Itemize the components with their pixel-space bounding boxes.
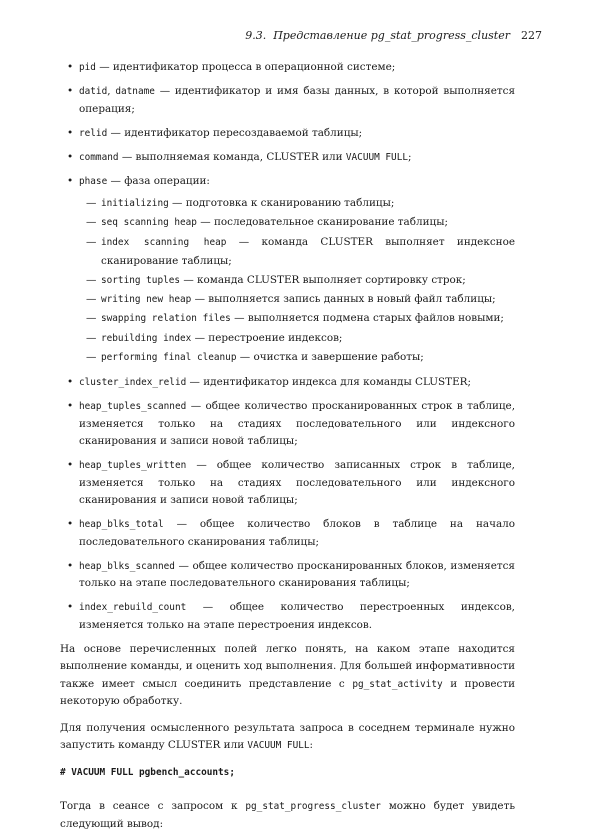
inline-code: VACUUM FULL: [247, 740, 310, 752]
phase-item: [79, 329, 515, 348]
field-code: index_rebuild_count: [79, 602, 187, 614]
field-desc: — фаза операции:: [107, 174, 210, 187]
list-item-heap-blks-total: [60, 516, 515, 551]
phase-desc: — команда CLUSTER выполняет индексное сканирование таблицы;: [101, 235, 515, 268]
page-number: 227: [521, 29, 542, 42]
list-item-command: [60, 149, 515, 167]
field-code: heap_blks_scanned: [79, 560, 175, 572]
field-code: VACUUM FULL: [345, 151, 408, 163]
field-code: datid: [79, 86, 108, 97]
phase-list: [79, 194, 515, 368]
field-sep: ,: [107, 85, 116, 97]
section-number: 9.3.: [245, 29, 267, 42]
list-item-index-rebuild-count: [60, 599, 515, 634]
phase-code: rebuilding index: [101, 332, 192, 344]
phase-desc: — перестроение индексов;: [191, 331, 343, 344]
phase-desc: — выполняется запись данных в новый файл таблицы;: [191, 293, 496, 306]
paragraph-text: Тогда в сеансе с запросом к: [60, 800, 246, 813]
phase-item: [79, 271, 515, 290]
phase-code: performing final cleanup: [101, 352, 237, 364]
field-desc: — выполняемая команда, CLUSTER или: [118, 150, 346, 163]
page-content: [60, 59, 515, 833]
list-item-heap-blks-scanned: [60, 558, 515, 593]
field-desc: — общее количество записанных строк в таблице, изменяется только на стадиях последовательного или индексного сканирования и записи новой таблицы;: [79, 459, 515, 507]
field-desc: — идентификатор пересоздаваемой таблицы;: [107, 126, 363, 139]
phase-desc: — подготовка к сканированию таблицы;: [168, 197, 395, 209]
field-desc: — общее количество просканированных строк в таблице, изменяется только на стадиях последовательного или индексного сканирования и записи новой таблицы;: [79, 400, 515, 448]
phase-desc: — команда CLUSTER выполняет сортировку строк;: [180, 273, 466, 286]
field-desc: — идентификатор индекса для команды CLUSTER;: [186, 376, 472, 389]
field-code: datname: [115, 86, 155, 97]
paragraph-fields-summary: [60, 641, 515, 711]
phase-item: [79, 309, 515, 328]
phase-item: [79, 213, 515, 232]
phase-code: swapping relation files: [101, 313, 231, 325]
phase-code: writing new heap: [101, 294, 192, 306]
phase-item: [79, 194, 515, 213]
field-desc: — идентификатор процесса в операционной системе;: [95, 61, 396, 73]
field-code: heap_blks_total: [79, 519, 164, 531]
list-item-cluster-index-relid: [60, 374, 515, 392]
list-item-pid: [60, 59, 515, 77]
phase-item: [79, 348, 515, 367]
header-title-code: pg_stat_progress_cluster: [370, 29, 510, 42]
phase-code: initializing: [101, 198, 169, 209]
field-code: relid: [79, 127, 108, 139]
field-desc: — идентификатор и имя базы данных, в которой выполняется операция;: [79, 85, 516, 115]
phase-code: index scanning heap: [101, 236, 227, 248]
list-item-relid: [60, 125, 515, 143]
inline-code: pg_stat_activity: [352, 678, 443, 690]
phase-desc: — выполняется подмена старых файлов новыми;: [230, 312, 504, 325]
list-item-heap-tuples-scanned: [60, 398, 515, 451]
phase-item: [79, 233, 515, 271]
phase-desc: — очистка и завершение работы;: [236, 351, 424, 364]
paragraph-text: Для получения осмысленного результата запроса в соседнем терминале нужно запустить команду CLUSTER или: [60, 721, 515, 752]
list-item-phase: [60, 173, 515, 368]
field-code: command: [79, 151, 119, 163]
header-title: [245, 29, 510, 42]
paragraph-text: и провести некоторую обработку.: [60, 677, 516, 708]
inline-code: pg_stat_progress_cluster: [245, 801, 381, 813]
running-header: [0, 29, 600, 45]
field-desc: — общее количество перестроенных индексов, изменяется только на этапе перестроения индексов.: [79, 601, 515, 631]
phase-desc: — последовательное сканирование таблицы;: [196, 216, 448, 229]
paragraph-text: :: [309, 739, 314, 752]
field-list: [60, 59, 515, 634]
paragraph-run-command: [60, 720, 515, 755]
field-desc: — общее количество блоков в таблице на начало последовательного сканирования таблицы;: [79, 518, 515, 548]
field-code: pid: [79, 62, 96, 73]
field-code: heap_tuples_scanned: [79, 401, 187, 413]
field-desc: ;: [407, 150, 412, 163]
paragraph-text: можно будет увидеть следующий вывод:: [60, 800, 515, 830]
phase-code: sorting tuples: [101, 274, 181, 286]
list-item-heap-tuples-written: [60, 457, 515, 510]
header-title-text: Представление: [273, 29, 371, 42]
phase-code: seq scanning heap: [101, 217, 197, 229]
paragraph-text: На основе перечисленных полей легко понять, на каком этапе находится выполнение команды, и оценить ход выполнения. Для большей информативности также имеет смысл соединить представление с: [60, 642, 515, 690]
field-code: cluster_index_relid: [79, 377, 187, 389]
phase-item: [79, 290, 515, 309]
field-code: phase: [79, 175, 108, 187]
list-item-datid: [60, 83, 515, 118]
field-code: heap_tuples_written: [79, 460, 187, 472]
field-desc: — общее количество просканированных блоков, изменяется только на этапе последовательного сканирования таблицы;: [79, 559, 515, 590]
code-example: # VACUUM FULL pgbench_accounts;: [60, 766, 235, 778]
paragraph-output-intro: [60, 798, 515, 833]
